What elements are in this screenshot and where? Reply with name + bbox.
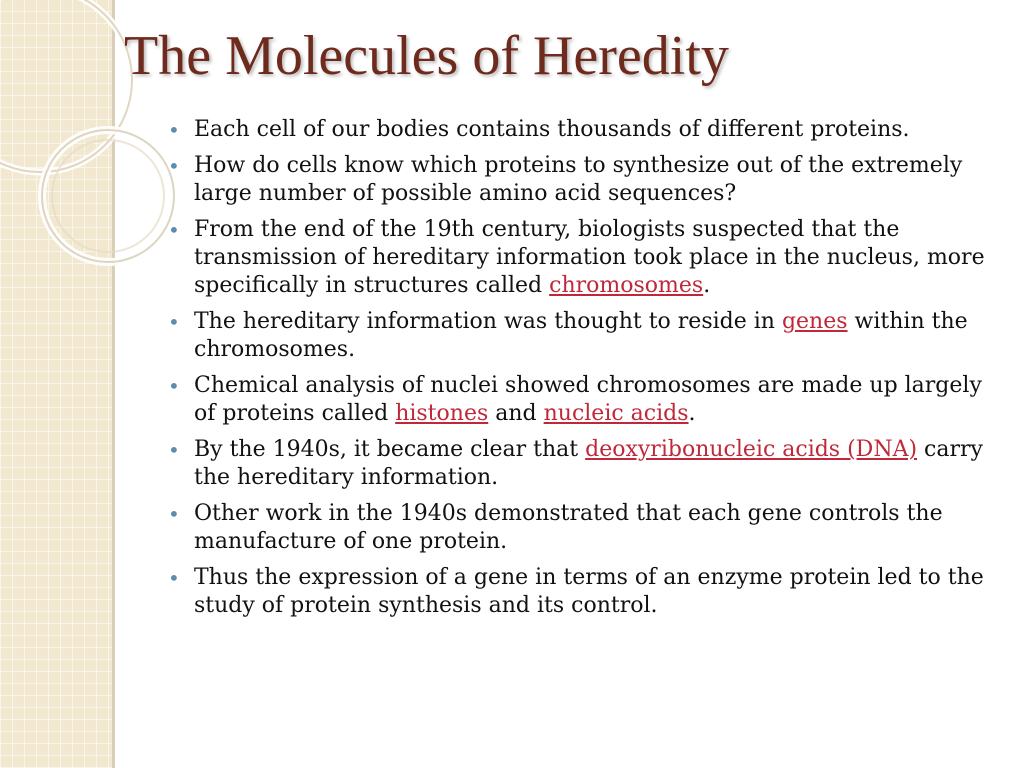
bullet-text: Other work in the 1940s demonstrated that each gene controls the manufacture of one protein. [194, 501, 943, 554]
bullet-text: The hereditary information was thought to reside in [194, 309, 782, 334]
keyword-genes: genes [781, 309, 848, 334]
slide-title: The Molecules of Heredity [124, 25, 729, 87]
keyword-chromosomes: chromosomes [549, 273, 704, 298]
bullet-marker-icon: • [168, 374, 180, 398]
bullet-marker-icon: • [168, 218, 180, 242]
bullet-item [168, 308, 998, 364]
bullet-item [168, 216, 998, 300]
bullet-marker-icon: • [168, 118, 180, 142]
bullet-marker-icon: • [168, 566, 180, 590]
bullet-text: How do cells know which proteins to synthesize out of the extremely large number of possible amino acid sequences? [194, 153, 963, 206]
bullet-marker-icon: • [168, 310, 180, 334]
keyword-histones: histones [395, 401, 489, 426]
bullet-marker-icon: • [168, 438, 180, 462]
bullet-text: . [703, 273, 711, 298]
bullet-list [168, 116, 998, 628]
keyword-dna: deoxyribonucleic acids (DNA) [585, 437, 918, 462]
bullet-text: carry the hereditary information. [194, 437, 983, 490]
bullet-item [168, 500, 998, 556]
bullet-item [168, 564, 998, 620]
bullet-item [168, 436, 998, 492]
bullet-text: and [488, 401, 544, 426]
bullet-item [168, 372, 998, 428]
bullet-text: Each cell of our bodies contains thousands of different proteins. [194, 117, 910, 142]
bullet-text: Thus the expression of a gene in terms of an enzyme protein led to the study of protein synthesis and its control. [194, 565, 984, 618]
bullet-item [168, 116, 998, 144]
bullet-text: Chemical analysis of nuclei showed chromosomes are made up largely of proteins called [194, 373, 982, 426]
bullet-item [168, 152, 998, 208]
bullet-marker-icon: • [168, 154, 180, 178]
keyword-nucleic-acids: nucleic acids [543, 401, 689, 426]
bullet-text: within the chromosomes. [194, 309, 968, 362]
bullet-text: By the 1940s, it became clear that [194, 437, 586, 462]
bullet-marker-icon: • [168, 502, 180, 526]
bullet-text: . [688, 401, 696, 426]
bullet-text: From the end of the 19th century, biologists suspected that the transmission of hereditary information took place in the nucleus, more specifically in structures called [194, 217, 985, 298]
